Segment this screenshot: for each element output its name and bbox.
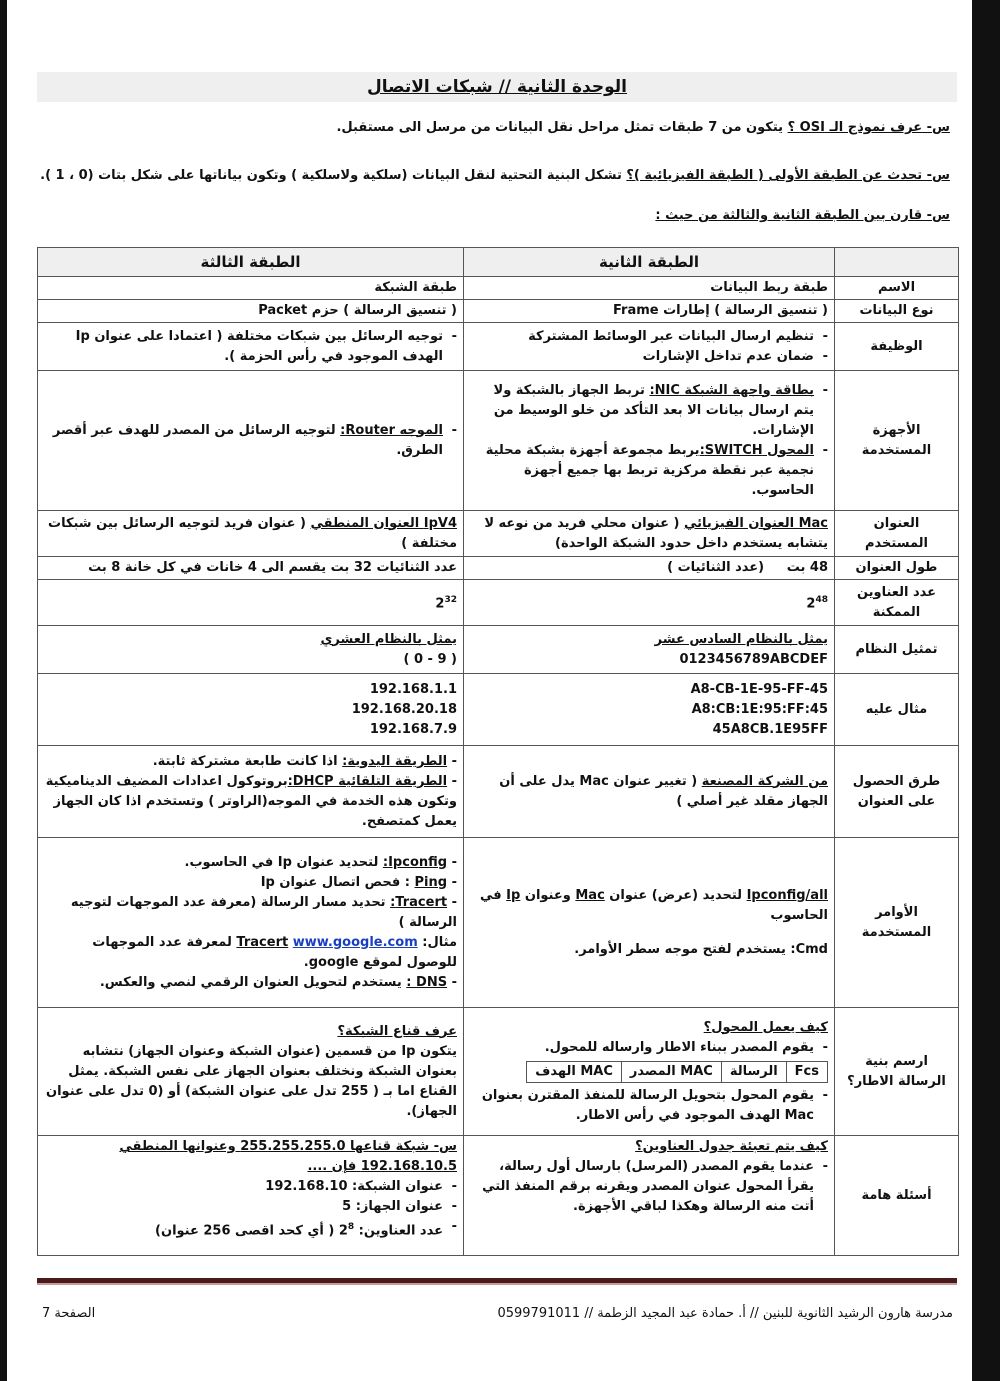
page-number: الصفحة 7 xyxy=(42,1306,96,1321)
list-item: - توجيه الرسائل بين شبكات مختلفة ( اعتمادا على عنوان Ip الهدف الموجود في رأس الحزمة ). xyxy=(44,327,457,367)
row-label: العنوان المستخدم xyxy=(835,511,959,557)
frame-diagram xyxy=(470,1058,828,1086)
document-page xyxy=(37,0,958,1381)
table-row xyxy=(38,1136,959,1256)
header-criteria xyxy=(835,248,959,277)
row-label: ارسم بنية الرسالة الاطار؟ xyxy=(835,1008,959,1136)
table-row xyxy=(38,323,959,371)
row-label: نوع البيانات xyxy=(835,300,959,323)
row-label: طول العنوان xyxy=(835,557,959,580)
list-item: - الطريقة التلقائية DHCP:بروتوكول اعدادات المضيف الديناميكية وتكون هذه الخدمة في الموجه(الراوتر ) وتستخدم اذا كان الجهاز يعمل كمتصفح. xyxy=(45,773,457,829)
cell-layer2: كيف يتم تعبئة جدول العناوين؟ - عندما يقوم المصدر (المرسل) بارسال أول رسالة، يقرأ المحول عنوان المصدر ويقرنه برقم المنفذ التي أتت منه الرسالة وهكذا لباقي الأجهزة. xyxy=(464,1136,835,1256)
list-item: - عندما يقوم المصدر (المرسل) بارسال أول رسالة، يقرأ المحول عنوان المصدر ويقرنه برقم المنفذ التي أتت منه الرسالة وهكذا لباقي الأجهزة. xyxy=(470,1157,828,1217)
list-item: - بطاقة واجهة الشبكة NIC: تربط الجهاز بالشبكة ولا يتم ارسال بيانات الا بعد التأكد من خلو الوسيط من الإشارات. xyxy=(470,381,828,441)
row-label: تمثيل النظام xyxy=(835,626,959,674)
command-cmd: Cmd: يستخدم لفتح موجه سطر الأوامر. xyxy=(574,941,828,957)
cell-layer3: يمثل بالنظام العشري ( 9 - 0 ) xyxy=(38,626,464,674)
comparison-table xyxy=(37,247,959,1256)
cell-layer2 xyxy=(464,323,835,371)
table-row xyxy=(38,746,959,838)
mac-example: 45-A8-CB-1E-95-FF xyxy=(690,681,828,697)
list-item: - يقوم المحول بتحويل الرسالة للمنفذ المقترن بعنوان Mac الهدف الموجود في رأس الاطار. xyxy=(470,1086,828,1126)
command-dns: - DNS : يستخدم لتحويل العنوان الرقمي لنصي والعكس. xyxy=(99,974,457,990)
cell-layer3: طبقة الشبكة xyxy=(38,277,464,300)
ip-example: 192.168.7.9 xyxy=(369,721,457,737)
footer-school: مدرسة هارون الرشيد الثانوية للبنين // أ. حمادة عبد المجيد الزطمة // 0599791011 xyxy=(497,1306,953,1321)
frame-structure xyxy=(526,1061,828,1083)
cell-layer3 xyxy=(38,323,464,371)
table-row xyxy=(38,511,959,557)
cell-layer2: يمثل بالنظام السادس عشر 0123456789ABCDEF xyxy=(464,626,835,674)
ip-example: 192.168.20.18 xyxy=(351,701,457,717)
table-row xyxy=(38,300,959,323)
table-header-row xyxy=(38,248,959,277)
table-row xyxy=(38,277,959,300)
cell-layer3: $2^{32}$ xyxy=(38,580,464,626)
list-item: - الطريقة اليدوية: اذا كانت طابعة مشتركة ثابتة. xyxy=(152,753,457,769)
ip-example: 192.168.1.1 xyxy=(369,681,457,697)
question-physical-layer: س- تحدث عن الطبقة الأولى ( الطبقة الفيزيائية )؟ تشكل البنية التحتية لنقل البيانات (سلكية ولاسلكية ) وتكون بياناتها على شكل بتات (0 ، 1 ). xyxy=(40,168,950,183)
table-row xyxy=(38,371,959,511)
frame-field-dest-mac: MAC الهدف xyxy=(535,1063,613,1079)
cell-layer2: كيف يعمل المحول؟ - يقوم المصدر ببناء الاطار وارساله للمحول. Fcs الرسالة MAC المصدر MAC الهدف - يقوم المحول بتحويل الرسالة للمنفذ المقترن بعنوان Mac الهدف الموجود في رأس الاطار. xyxy=(464,1008,835,1136)
table-row xyxy=(38,674,959,746)
header-layer3: الطبقة الثالثة xyxy=(38,248,464,277)
cell-layer2: 48 بت (عدد الثنائيات ) xyxy=(464,557,835,580)
frame-field-message: الرسالة xyxy=(721,1062,786,1082)
command-ipconfig-all: Ipconfig/all لتحديد (عرض) عنوان Mac وعنوان Ip في الحاسوب xyxy=(479,887,828,923)
row-label: مثال عليه xyxy=(835,674,959,746)
footer-divider xyxy=(37,1278,957,1285)
cell-layer2 xyxy=(464,838,835,1008)
mac-example: 45:A8:CB:1E:95:FF xyxy=(691,701,828,717)
question-osi: س- عرف نموذج الـ OSI ؟ يتكون من 7 طبقات تمثل مراحل نقل البيانات من مرسل الى مستقبل. xyxy=(336,120,950,135)
row-label: الأجهزة المستخدمة xyxy=(835,371,959,511)
list-item: - عدد العناوين: $2^8$ ( أي كحد اقصى 256 عنوان) xyxy=(44,1217,457,1241)
table-row xyxy=(38,580,959,626)
command-ipconfig: - Ipconfig: لتحديد عنوان Ip في الحاسوب. xyxy=(184,854,457,870)
list-item: - عنوان الجهاز: 5 xyxy=(44,1197,457,1217)
cell-layer3 xyxy=(38,746,464,838)
command-example: مثال: Tracert www.google.com لمعرفة عدد الموجهات للوصول لموقع google. xyxy=(92,934,457,970)
list-item: - ضمان عدم تداخل الإشارات xyxy=(470,347,828,367)
cell-layer3: عرف قناع الشبكة؟ يتكون Ip من قسمين (عنوان الشبكة وعنوان الجهاز) نتشابه بعنوان الشبكة ونختلف بعنوان الجهاز على نفس الشبكة. يمثل القناع اما بـ ( 255 تدل على عنوان الشبكة) أو (0 تدل على عنوان الجهاز). xyxy=(38,1008,464,1136)
cell-layer3: س- شبكة قناعها 255.255.255.0 وعنوانها المنطقي 192.168.10.5 فإن .... - عنوان الشبكة: 192.168.10 - عنوان الجهاز: 5 - عدد العناوين: $2^8$ ( أي كحد اقصى 256 عنوان) xyxy=(38,1136,464,1256)
cell-layer2 xyxy=(464,371,835,511)
list-item: - يقوم المصدر ببناء الاطار وارساله للمحول. xyxy=(470,1038,828,1058)
header-layer2: الطبقة الثانية xyxy=(464,248,835,277)
row-label: أسئلة هامة xyxy=(835,1136,959,1256)
row-label: الوظيفة xyxy=(835,323,959,371)
table-row xyxy=(38,1008,959,1136)
cell-layer3: ( تنسيق الرسالة ) حزم Packet xyxy=(38,300,464,323)
cell-layer3 xyxy=(38,838,464,1008)
cell-layer3: IpV4 العنوان المنطقي ( عنوان فريد لتوجيه الرسائل بين شبكات مختلفة ) xyxy=(38,511,464,557)
row-label: الاسم xyxy=(835,277,959,300)
cell-layer3: عدد الثنائيات 32 بت يقسم الى 4 خانات في كل خانة 8 بت xyxy=(38,557,464,580)
list-item: - المحول SWITCH:يربط مجموعة أجهزة بشبكة محلية نجمية عبر نقطة مركزية تربط بها جميع أجهزة الحاسوب. xyxy=(470,441,828,501)
right-border xyxy=(972,0,1000,1381)
frame-field-source-mac: MAC المصدر xyxy=(621,1062,721,1082)
row-label: الأوامر المستخدمة xyxy=(835,838,959,1008)
cell-layer3 xyxy=(38,674,464,746)
cell-layer2: ( تنسيق الرسالة ) إطارات Frame xyxy=(464,300,835,323)
cell-layer2: Mac العنوان الفيزيائي ( عنوان محلي فريد من نوعه لا يتشابه يستخدم داخل حدود الشبكة الواحدة) xyxy=(464,511,835,557)
cell-layer2: من الشركة المصنعة ( تغيير عنوان Mac يدل على أن الجهاز مقلد غير أصلي ) xyxy=(464,746,835,838)
command-ping: - Ping : فحص اتصال عنوان Ip xyxy=(260,874,457,890)
command-tracert: - Tracert: تحديد مسار الرسالة (معرفة عدد الموجهات لتوجيه الرسالة ) xyxy=(70,894,457,930)
question-compare: س- قارن بين الطبقة الثانية والثالثة من حيث : xyxy=(655,208,950,223)
list-item: - تنظيم ارسال البيانات عبر الوسائط المشتركة xyxy=(470,327,828,347)
cell-layer2 xyxy=(464,674,835,746)
cell-layer2: $2^{48}$ xyxy=(464,580,835,626)
left-border xyxy=(0,0,7,1381)
cell-layer2: طبقة ربط البيانات xyxy=(464,277,835,300)
list-item: - عنوان الشبكة: 192.168.10 xyxy=(44,1177,457,1197)
page-title: الوحدة الثانية // شبكات الاتصال xyxy=(37,72,957,102)
row-label: عدد العناوين الممكنة xyxy=(835,580,959,626)
google-link[interactable]: www.google.com xyxy=(292,934,418,950)
table-row xyxy=(38,626,959,674)
table-row xyxy=(38,557,959,580)
table-row xyxy=(38,838,959,1008)
mac-example: 45A8CB.1E95FF xyxy=(712,721,828,737)
frame-field-fcs: Fcs xyxy=(786,1062,827,1082)
cell-layer3 xyxy=(38,371,464,511)
list-item: - الموجه Router: لتوجيه الرسائل من المصدر للهدف عبر أقصر الطرق. xyxy=(44,421,457,461)
row-label: طرق الحصول على العنوان xyxy=(835,746,959,838)
